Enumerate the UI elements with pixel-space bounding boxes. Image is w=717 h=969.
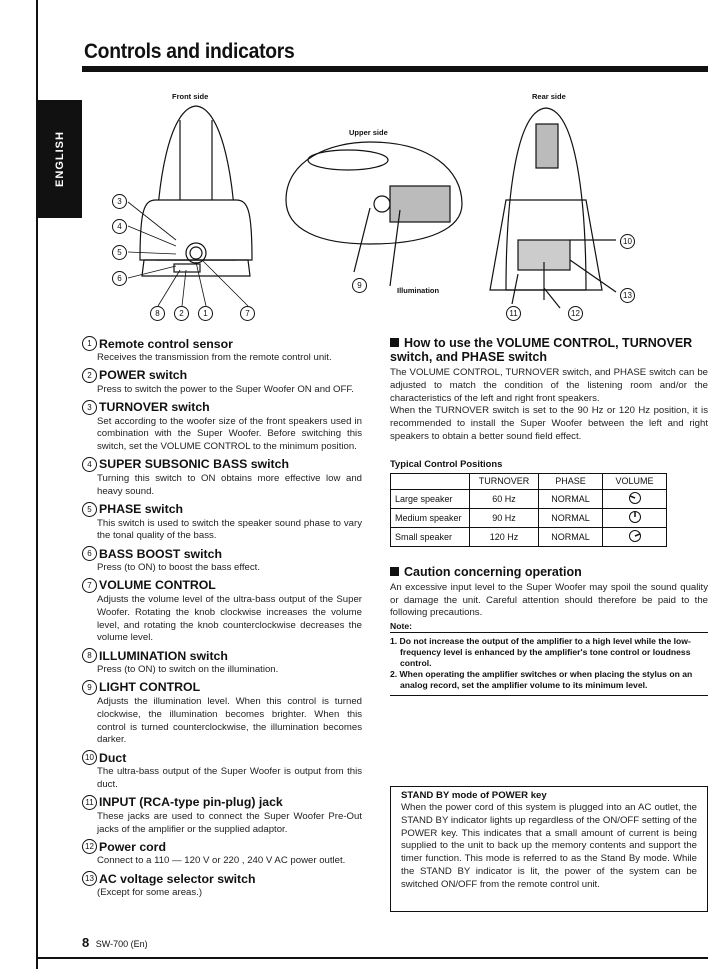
- how-to-heading: How to use the VOLUME CONTROL, TURNOVER switch, and PHASE switch: [390, 336, 693, 364]
- note-item: 2. When operating the amplifier switches or when placing the stylus on an analog record, set the amplifier volume to its minimum level.: [390, 669, 708, 696]
- control-item: 8 ILLUMINATION switch Press (to ON) to switch on the illumination.: [82, 648, 362, 677]
- standby-heading: STAND BY mode of POWER key: [401, 790, 547, 801]
- control-item: 6 BASS BOOST switch Press (to ON) to boost the bass effect.: [82, 546, 362, 575]
- standby-box: [390, 786, 708, 912]
- control-item: 7 VOLUME CONTROL Adjusts the volume level of the ultra-bass output of the Super Woofer. Rotating the knob clockwise increases the volume level, and rotating the knob counterclockwise decreases the volume level.: [82, 578, 362, 645]
- model-number: SW-700 (En): [95, 939, 148, 949]
- callout-5: 5: [112, 245, 127, 260]
- bottom-rule: [36, 957, 708, 959]
- how-to-paragraph-1: The VOLUME CONTROL, TURNOVER switch, and PHASE switch can be adjusted to match the condition of the listening room and/or the characteristics of the left and right front speakers.: [390, 367, 708, 404]
- page-number: 8: [82, 935, 90, 950]
- control-item: 10 Duct The ultra-bass output of the Super Woofer is output from this duct.: [82, 750, 362, 792]
- upper-side-drawing: [286, 142, 462, 286]
- callout-10: 10: [620, 234, 635, 249]
- control-item: 9 LIGHT CONTROL Adjusts the illumination level. When this control is turned clockwise, the illumination becomes brighter. When this control is turned counterclockwise, the illumination becomes darker.: [82, 680, 362, 747]
- callout-9: 9: [352, 278, 367, 293]
- table-row: Small speaker 120 Hz NORMAL: [391, 527, 667, 546]
- bullet-square-icon: [390, 338, 399, 347]
- front-side-drawing: [140, 106, 252, 276]
- language-tab: [38, 100, 82, 218]
- control-positions-table: [390, 473, 667, 547]
- control-item: 1 Remote control sensor Receives the transmission from the remote control unit.: [82, 336, 362, 365]
- callout-6: 6: [112, 271, 127, 286]
- table-header-row: TURNOVER PHASE VOLUME: [391, 473, 667, 489]
- illumination-label: Illumination: [397, 286, 440, 295]
- table-row: Large speaker 60 Hz NORMAL: [391, 489, 667, 508]
- control-item: 12 Power cord Connect to a 110 — 120 V or 220 , 240 V AC power outlet.: [82, 839, 362, 868]
- table-row: Medium speaker 90 Hz NORMAL: [391, 508, 667, 527]
- bullet-square-icon: [390, 567, 399, 576]
- control-item: 13 AC voltage selector switch (Except for some areas.): [82, 871, 362, 900]
- callout-8: 8: [150, 306, 165, 321]
- callout-4: 4: [112, 219, 127, 234]
- rear-side-label: Rear side: [532, 92, 566, 101]
- control-item: 5 PHASE switch This switch is used to switch the speaker sound phase to vary the tonal quality of the bass.: [82, 502, 362, 544]
- volume-knob-icon: [603, 508, 667, 527]
- volume-knob-icon: [603, 489, 667, 508]
- control-item: 3 TURNOVER switch Set according to the woofer size of the front speakers used in combination with the Super Woofer. Before switching this switch, set the VOLUME CONTROL to the minimum position.: [82, 400, 362, 454]
- standby-text: When the power cord of this system is plugged into an AC outlet, the STAND BY indicator lights up regardless of the ON/OFF setting of the POWER key. This indicates that a small amount of current is being supplied to the unit to back up the memory contents and support the timer function. This mode is referred to as the Stand By mode. While the STAND BY indicator is lit, the power of the system can be switched ON/OFF from the remote control unit.: [401, 802, 697, 890]
- note-label: Note:: [390, 621, 708, 633]
- control-item: 4 SUPER SUBSONIC BASS switch Turning this switch to ON obtains more effective low and heavy sound.: [82, 457, 362, 499]
- upper-side-label: Upper side: [349, 128, 388, 137]
- callout-2: 2: [174, 306, 189, 321]
- table-title: Typical Control Positions: [390, 457, 503, 469]
- caution-heading: Caution concerning operation: [390, 565, 708, 579]
- callout-1: 1: [198, 306, 213, 321]
- how-to-paragraph-2: When the TURNOVER switch is set to the 90 Hz or 120 Hz position, it is recommended to install the Super Woofer between the left and right speakers to obtain a better sound field effect.: [390, 405, 708, 442]
- note-item: 1. Do not increase the output of the amplifier to a high level while the low-frequency level is enhanced by the amplifier's tone control or loudness control.: [390, 636, 691, 669]
- callout-7: 7: [240, 306, 255, 321]
- right-column: [390, 336, 708, 696]
- controls-list: [82, 336, 362, 903]
- title-rule: [82, 66, 708, 72]
- front-side-label: Front side: [172, 92, 209, 101]
- callout-3: 3: [112, 194, 127, 209]
- callout-11: 11: [506, 306, 521, 321]
- callout-13: 13: [620, 288, 635, 303]
- callout-12: 12: [568, 306, 583, 321]
- product-illustration: [100, 100, 700, 330]
- language-tab-label: ENGLISH: [54, 131, 66, 187]
- page-title: Controls and indicators: [84, 40, 295, 63]
- control-item: 2 POWER switch Press to switch the power to the Super Woofer ON and OFF.: [82, 368, 362, 397]
- caution-text: An excessive input level to the Super Woofer may spoil the sound quality or damage the unit. Careful attention should therefore be paid to the following precautions.: [390, 581, 708, 619]
- page-footer: [82, 935, 148, 950]
- control-item: 11 INPUT (RCA-type pin-plug) jack These jacks are used to connect the Super Woofer Pre-Out jacks of the amplifier or the supplied adaptor.: [82, 795, 362, 837]
- rear-side-drawing: [490, 108, 616, 308]
- volume-knob-icon: [603, 527, 667, 546]
